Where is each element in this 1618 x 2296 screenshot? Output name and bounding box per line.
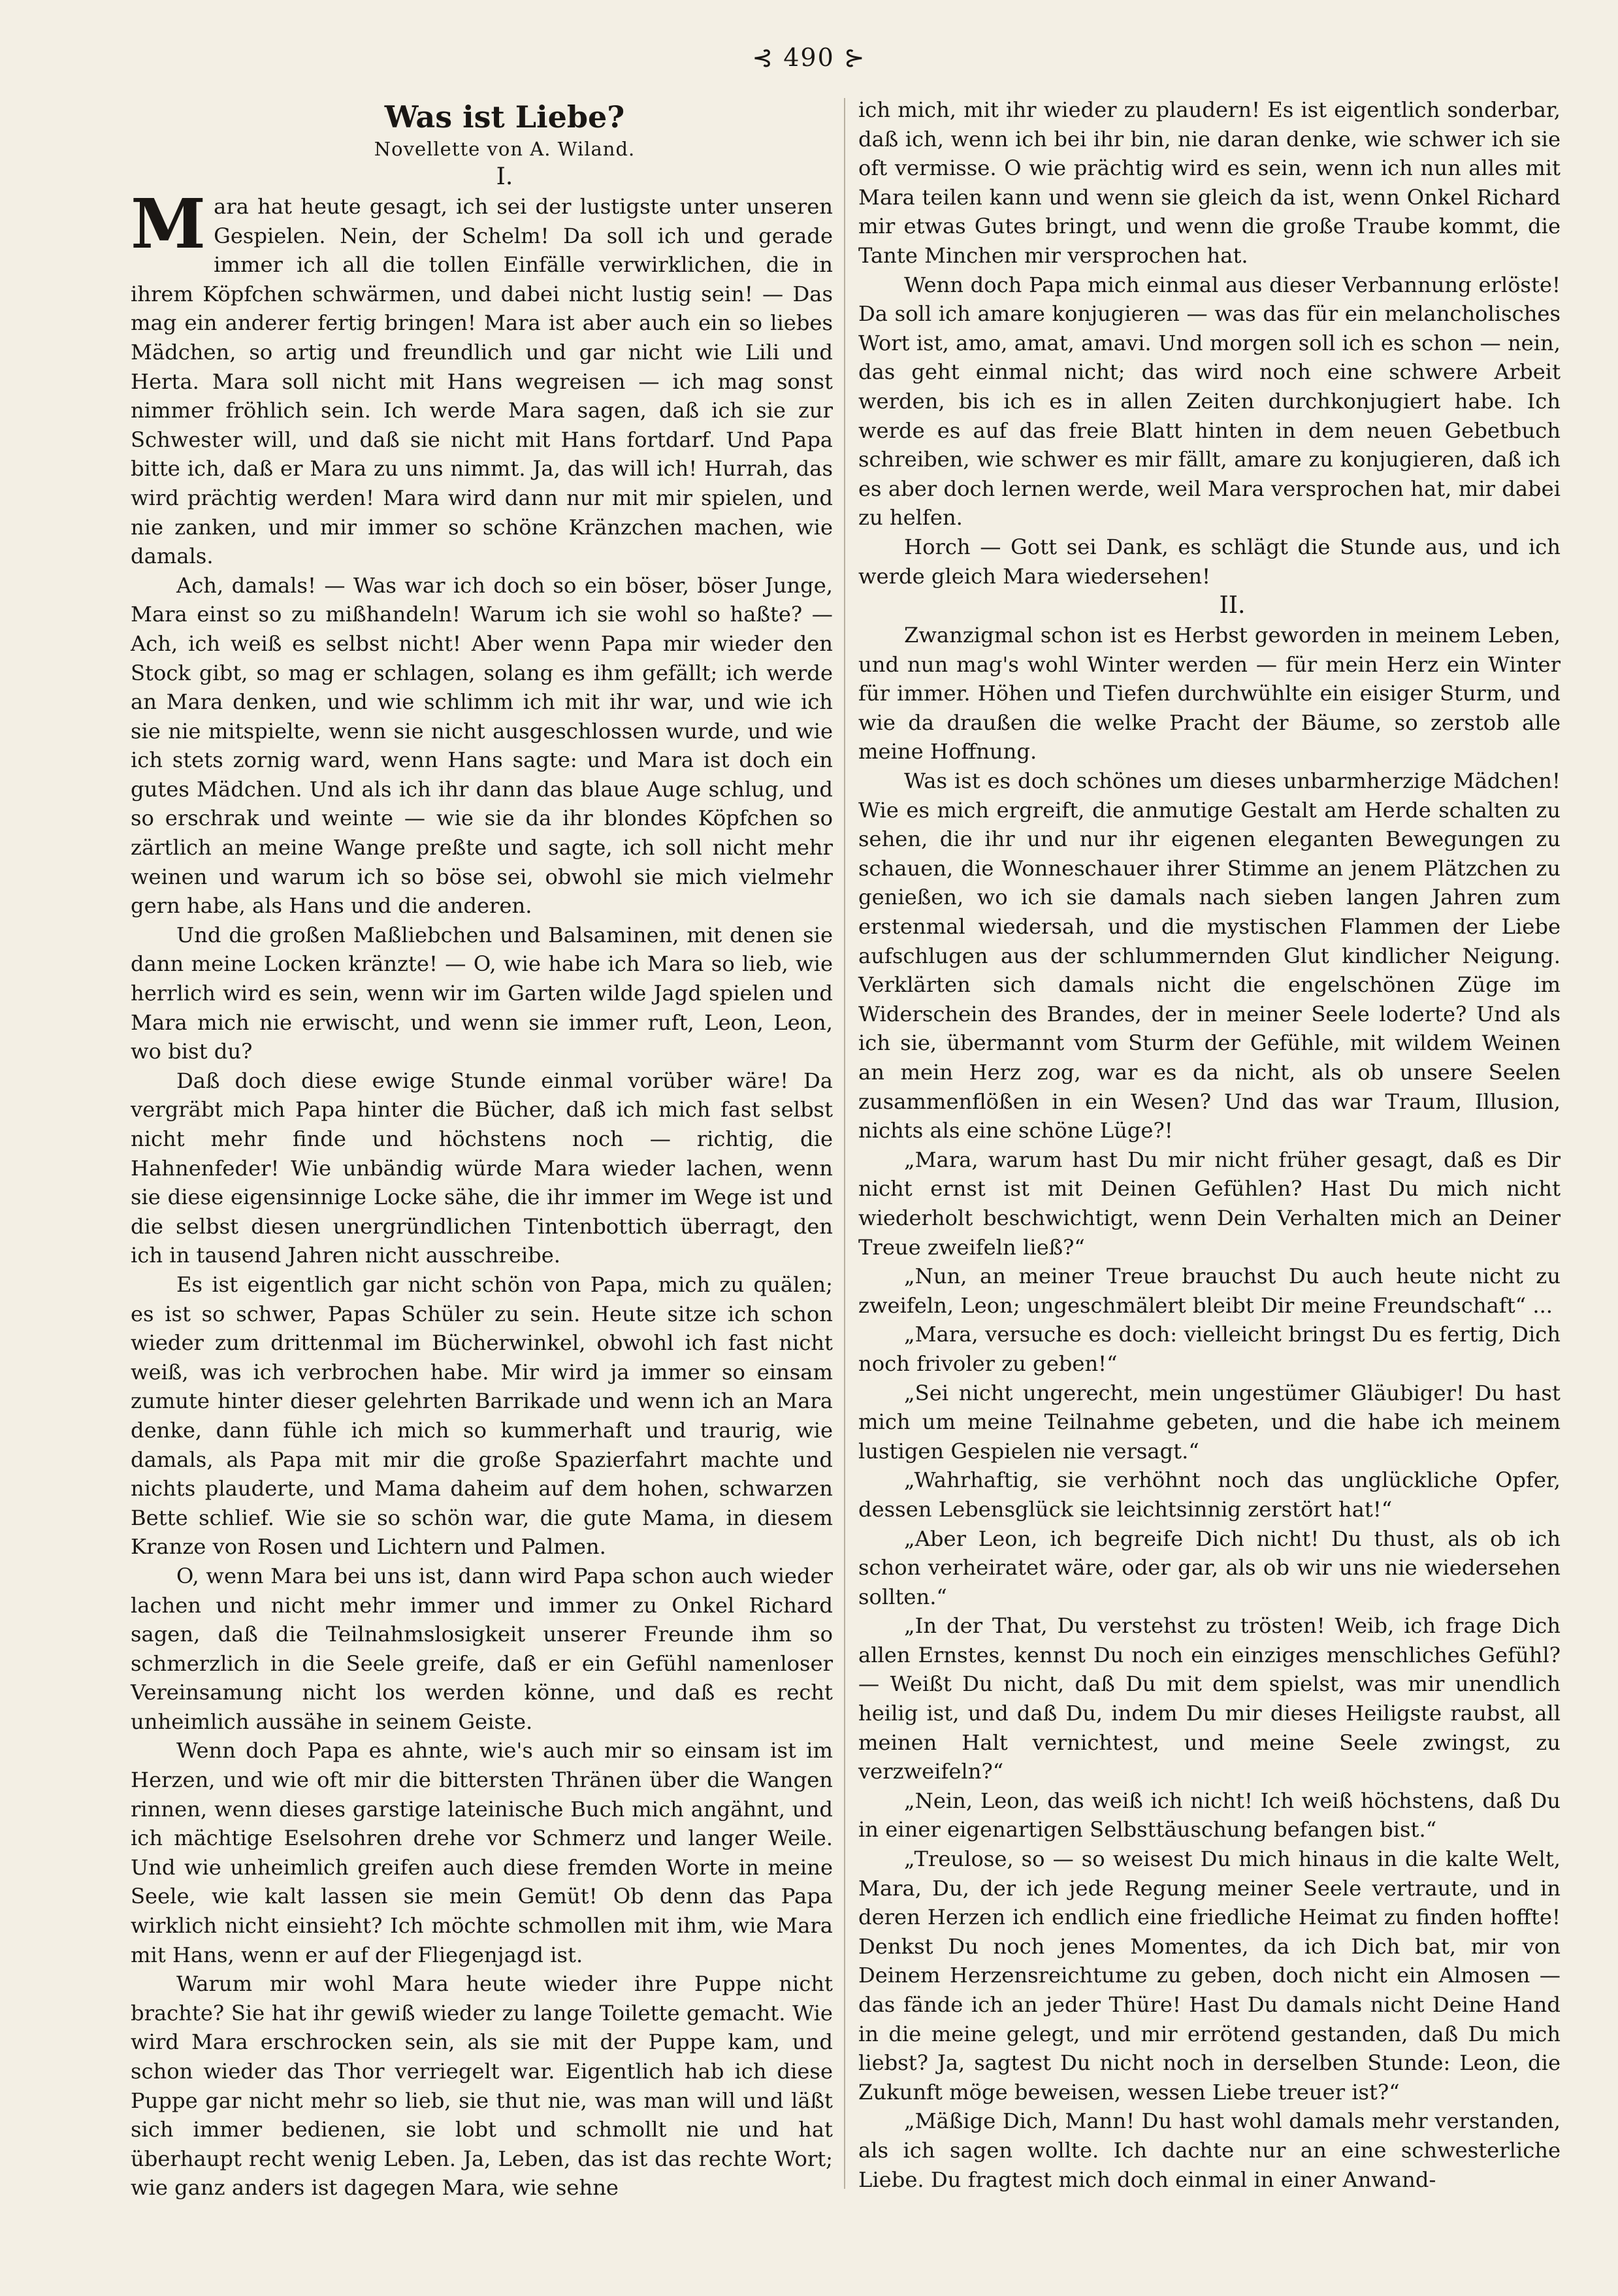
page-number [0, 43, 1618, 72]
paragraph [131, 184, 833, 571]
page-ornament-right: ⊱ [834, 43, 866, 72]
paragraph: „Mara, versuche es doch: vielleicht bringst Du es fertig, Dich noch frivoler zu geben!“ [858, 1322, 1561, 1376]
paragraph: „Nein, Leon, das weiß ich nicht! Ich weiß höchstens, daß Du in einer eigenartigen Selbsttäuschung befangen bist.“ [858, 1788, 1561, 1843]
paragraph-continuation: ich mich, mit ihr wieder zu plaudern! Es ist eigentlich sonderbar, daß ich, wenn ich bei ihr bin, nie daran denke, wie schwer ich sie oft vermisse. O wie prächtig wird es sein, wenn ich nun alles mit Mara teilen kann und wenn sie gleich da ist, wenn Onkel Richard mir etwas Gutes bringt, und wenn die große Traube kommt, die Tante Minchen mir versprochen hat. [858, 97, 1561, 268]
paragraph: „Aber Leon, ich begreife Dich nicht! Du thust, als ob ich schon verheiratet wäre, oder gar, als ob wir uns nie wiedersehen sollten.“ [858, 1526, 1561, 1609]
paragraph: Ach, damals! — Was war ich doch so ein böser, böser Junge, Mara einst so zu mißhandeln! Warum ich sie wohl so haßte? — Ach, ich weiß es selbst nicht! Aber wenn Papa mir wieder den Stock gibt, so mag er schlagen, solang es ihm gefällt; ich werde an Mara denken, und wie schlimm ich mit ihr war, und wie ich sie nie mitspielte, wenn sie nicht ausgeschlossen wurde, und wie ich stets zornig ward, wenn Hans sagte: und Mara ist doch ein gutes Mädchen. Und als ich ihr dann das blaue Auge schlug, und so erschrak und weinte — wie sie da ihr blondes Köpfchen so zärtlich an meine Wange preßte und sagte, ich soll nicht mehr weinen und warum ich so böse sei, obwohl sie mich vielmehr gern habe, als Hans und die anderen. [131, 572, 833, 919]
paragraph: „Mara, warum hast Du mir nicht früher gesagt, daß es Dir nicht ernst ist mit Deinen Gefühlen? Hast Du mich nicht wiederholt beschwichtigt, wenn Dein Verhalten mich an Deiner Treue zweifeln ließ?“ [858, 1147, 1561, 1260]
right-column [858, 95, 1561, 2194]
section-heading-1: I. [496, 163, 513, 190]
paragraph: „Sei nicht ungerecht, mein ungestümer Gläubiger! Du hast mich um meine Teilnahme gebeten, und die habe ich meinem lustigen Gespielen nie versagt.“ [858, 1380, 1561, 1464]
paragraph: „In der That, Du verstehst zu trösten! Weib, ich frage Dich allen Ernstes, kennst Du noch ein einziges menschliches Gefühl? — Weißt Du nicht, daß Du mit dem spielst, was mir unendlich heilig ist, und daß Du, indem Du mir dieses Heiligste raubst, all meinen Halt vernichtest, und meine Seele zwingst, zu verzweifeln?“ [858, 1613, 1561, 1784]
article-byline: Novellette von A. Wiland. [374, 138, 636, 160]
drop-cap: M [131, 184, 206, 264]
page-number-text: 490 [783, 43, 835, 72]
paragraph: Zwanzigmal schon ist es Herbst geworden in meinem Leben, und nun mag's wohl Winter werden — für mein Herz ein Winter für immer. Höhen und Tiefen durchwühlte ein eisiger Sturm, und wie da draußen die welke Pracht der Bäume, so zerstob alle meine Hoffnung. [858, 623, 1561, 764]
paragraph: Wenn doch Papa es ahnte, wie's auch mir so einsam ist im Herzen, und wie oft mir die bittersten Thränen über die Wangen rinnen, wenn dieses garstige lateinische Buch mich angähnt, und ich mächtige Eselsohren drehe vor Schmerz und langer Weile. Und wie unheimlich greifen auch diese fremden Worte in meine Seele, wie kalt lassen sie mein Gemüt! Ob denn das Papa wirklich nicht einsieht? Ich möchte schmollen mit ihm, wie Mara mit Hans, wenn er auf der Fliegenjagd ist. [131, 1738, 833, 1967]
left-column [131, 98, 833, 2203]
paragraph: Daß doch diese ewige Stunde einmal vorüber wäre! Da vergräbt mich Papa hinter die Bücher, daß ich mich fast selbst nicht mehr finde und höchstens noch — richtig, die Hahnenfeder! Wie unbändig würde Mara wieder lachen, wenn sie diese eigensinnige Locke sähe, die ihr immer im Wege ist und die selbst diesen unergründlichen Tintenbottich überragt, den ich in tausend Jahren nicht ausschreibe. [131, 1068, 833, 1268]
paragraph: „Treulose, so — so weisest Du mich hinaus in die kalte Welt, Mara, Du, der ich jede Regung meiner Seele vertraute, und in deren Herzen ich endlich eine friedliche Heimat zu finden hoffte! Denkst Du noch jenes Momentes, da ich Dich bat, mir von Deinem Herzensreichtume zu geben, doch nicht ein Almosen — das fände ich an jeder Thüre! Hast Du damals nicht Deine Hand in die meine gelegt, und mir errötend gestanden, daß Du mich liebst? Ja, sagtest Du nicht noch in derselben Stunde: Leon, die Zukunft möge beweisen, wessen Liebe treuer ist?“ [858, 1846, 1561, 2105]
paragraph: „Mäßige Dich, Mann! Du hast wohl damals mehr verstanden, als ich sagen wollte. Ich dachte nur an eine schwesterliche Liebe. Du fragtest mich doch einmal in einer Anwand- [858, 2108, 1561, 2192]
paragraph: Es ist eigentlich gar nicht schön von Papa, mich zu quälen; es ist so schwer, Papas Schüler zu sein. Heute sitze ich schon wieder zum drittenmal im Bücherwinkel, obwohl ich fast nicht weiß, was ich verbrochen habe. Mir wird ja immer so einsam zumute hinter dieser gelehrten Barrikade und wenn ich an Mara denke, dann fühle ich mich so kummerhaft und traurig, wie damals, als Papa mit mir die große Spazierfahrt machte und nichts plauderte, und Mama daheim auf dem hohen, schwarzen Bette schlief. Wie sie so schön war, die gute Mama, in diesem Kranze von Rosen und Lichtern und Palmen. [131, 1271, 833, 1560]
paragraph: Was ist es doch schönes um dieses unbarmherzige Mädchen! Wie es mich ergreift, die anmutige Gestalt am Herde schalten zu sehen, die ihr und nur ihr eigenen eleganten Bewegungen zu schauen, die Wonneschauer ihrer Stimme an jenem Plätzchen zu genießen, wo ich sie damals nach sieben langen Jahren zum erstenmal wiedersah, und die mystischen Flammen der Liebe aufschlugen aus der schlummernden Glut kindlicher Neigung. Verklärten sich damals nicht die engelschönen Züge im Widerschein des Brandes, der in meiner Seele loderte? Und als ich sie, übermannt vom Sturm der Gefühle, mit wildem Weinen an mein Herz zog, war es da nicht, als ob unsere Seelen zusammenflößen in ein Wesen? Und das war Traum, Illusion, nichts als eine schöne Lüge?! [858, 768, 1561, 1143]
section-heading-2: II. [1219, 592, 1246, 619]
paragraph: Warum mir wohl Mara heute wieder ihre Puppe nicht brachte? Sie hat ihr gewiß wieder zu lange Toilette gemacht. Wie wird Mara erschrocken sein, als sie mit der Puppe kam, und schon wieder das Thor verriegelt war. Eigentlich hab ich diese Puppe gar nicht mehr so lieb, sie thut nie, was man will und läßt sich immer bedienen, sie lobt und schmollt nie und hat überhaupt recht wenig Leben. Ja, Leben, das ist das rechte Wort; wie ganz anders ist dagegen Mara, wie sehne [131, 1971, 833, 2201]
paragraph: O, wenn Mara bei uns ist, dann wird Papa schon auch wieder lachen und nicht mehr immer und immer zu Onkel Richard sagen, daß die Teilnahmslosigkeit unserer Freunde ihm so schmerzlich in die Seele greife, daß er ein Gefühl namenloser Vereinsamung nicht los werden könne, und daß es recht unheimlich aussähe in seinem Geiste. [131, 1563, 833, 1734]
paragraph: Wenn doch Papa mich einmal aus dieser Verbannung erlöste! Da soll ich amare konjugieren — was das für ein melancholisches Wort ist, amo, amat, amavi. Und morgen soll ich es schon — nein, das geht einmal nicht; das wird noch eine schwere Arbeit werden, bis ich es in allen Zeiten durchkonjugiert habe. Ich werde es auf das freie Blatt hinten in dem neuen Gebetbuch schreiben, wie schwer es mir fällt, amare zu konjugieren, daß ich es aber doch lernen werde, weil Mara versprochen hat, mir dabei zu helfen. [858, 272, 1561, 531]
paragraph: „Wahrhaftig, sie verhöhnt noch das unglückliche Opfer, dessen Lebensglück sie leichtsinnig zerstört hat!“ [858, 1468, 1561, 1522]
column-divider [844, 98, 845, 2189]
paragraph-text: ara hat heute gesagt, ich sei der lustigste unter unseren Gespielen. Nein, der Schelm! Da soll ich und gerade immer ich all die tollen Einfälle verwirklichen, die in ihrem Köpfchen schwärmen, und dabei nicht lustig sein! — Das mag ein anderer fertig bringen! Mara ist aber auch ein so liebes Mädchen, so artig und freundlich und gar nicht wie Lili und Herta. Mara soll nicht mit Hans wegreisen — ich mag sonst nimmer fröhlich sein. Ich werde Mara sagen, daß ich sie zur Schwester will, und daß sie nicht mit Hans fortdarf. Und Papa bitte ich, daß er Mara zu uns nimmt. Ja, das will ich! Hurrah, das wird prächtig werden! Mara wird dann nur mit mir spielen, und nie zanken, und mir immer so schöne Kränzchen machen, wie damals. [131, 194, 833, 569]
paragraph: Horch — Gott sei Dank, es schlägt die Stunde aus, und ich werde gleich Mara wiedersehen! [858, 534, 1561, 589]
article-title: Was ist Liebe? [384, 99, 625, 135]
paragraph: „Nun, an meiner Treue brauchst Du auch heute nicht zu zweifeln, Leon; ungeschmälert bleibt Dir meine Freundschaft“ ... [858, 1264, 1561, 1318]
paragraph: Und die großen Maßliebchen und Balsaminen, mit denen sie dann meine Locken kränzte! — O, wie habe ich Mara so lieb, wie herrlich wird es sein, wenn wir im Garten wilde Jagd spielen und Mara mich nie erwischt, und wenn sie immer ruft, Leon, Leon, wo bist du? [131, 922, 833, 1064]
page-ornament-left: ⊰ [752, 43, 784, 72]
